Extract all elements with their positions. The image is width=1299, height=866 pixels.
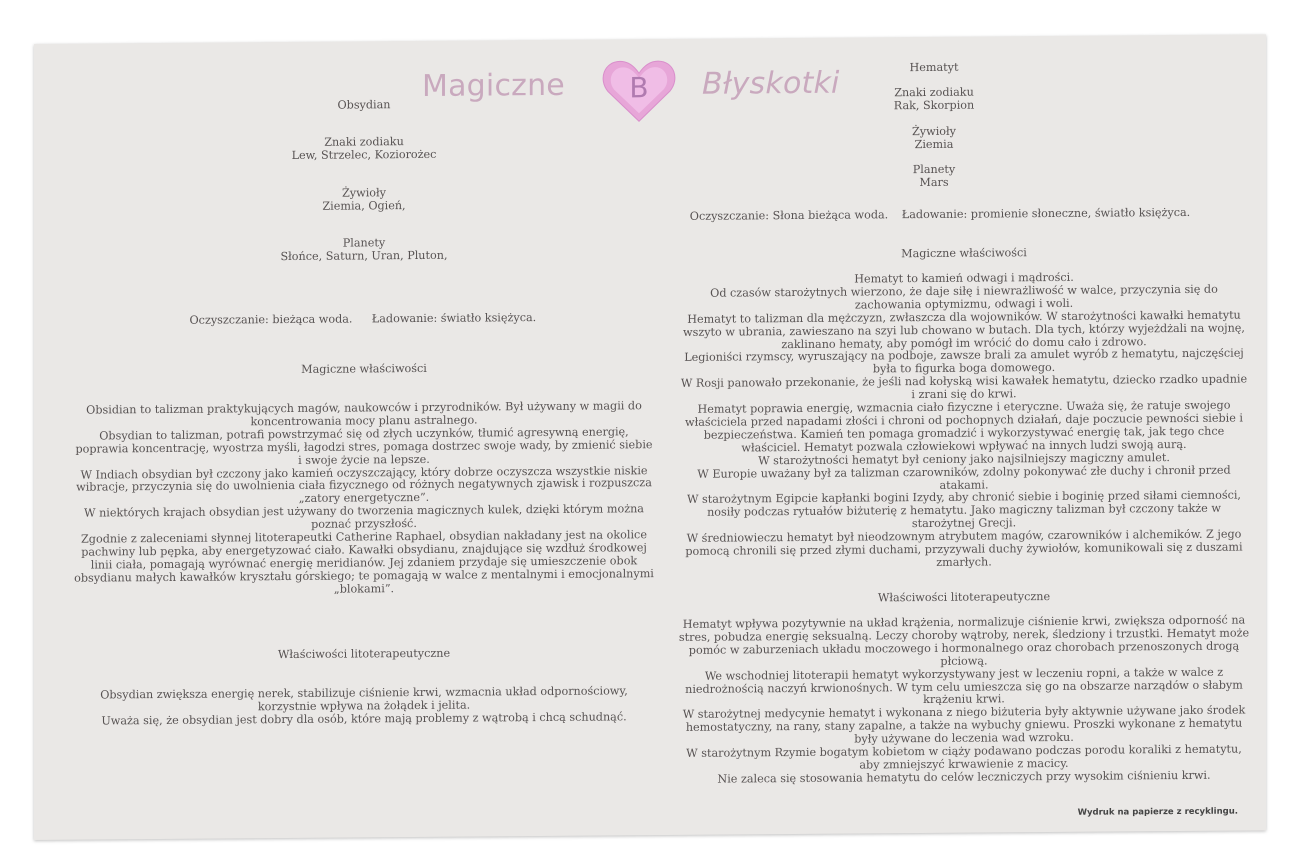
logo-word-left: Magiczne (422, 67, 565, 104)
obsydian-magic-title: Magiczne właściwości (301, 361, 427, 376)
obsydian-elements-title: Żywioły (342, 186, 386, 200)
obsydian-magic-text: Obsidian to talizman praktykujących magów, naukowców i przyrodników. Był używany w magii do koncentrowania mocy planu astralnego. Obsydian to talizman, potrafi powstrzymać się od złych uczynków, tłumić agresywną energię, poprawia koncentrację, wyostrza myśli, łagodzi stres, pomaga dostrzec swoje wady, by zmienić siebie i swoje życie na lepsze. W Indiach obsydian był czczony jako kamień oczyszczający, który dobrze oczyszcza wszystkie niskie wibracje, przyczynia się do uwolnienia ciała fizycznego od różnych negatywnych zjawisk i rozpuszcza „zatory energetyczne”. W niektórych krajach obsydian jest używany do tworzenia magicznych kulek, dzięki którym można poznać przyszłość. Zgodnie z zaleceniami słynnej litoterapeutki Catherine Raphael, obsydian nakładany jest na okolice pachwiny lub pępka, aby energetyzować ciało. Kawałki obsydianu, znajdujące się wzdłuż środkowej linii ciała, pomagają wyrównać energię meridianów. Jej zdaniem przydaje się umieszczenie obok obsydianu małych kawałków kryształu górskiego; te pomagają w walce z mentalnymi i emocjonalnymi „blokami”. (74, 399, 654, 596)
recycled-paper-note: Wydruk na papierze z recyklingu. (1077, 806, 1238, 818)
obsydian-zodiac-title: Znaki zodiaku (324, 135, 404, 149)
logo-word-right: Błyskotki (702, 65, 840, 102)
hematyt-charging: Ładowanie: promienie słoneczne, światło księżyca. (901, 205, 1191, 222)
obsydian-elements: Ziemia, Ogień, (322, 199, 406, 213)
obsydian-planets-title: Planety (342, 236, 386, 250)
hematyt-cleansing: Oczyszczanie: Słona bieżąca woda. (689, 208, 889, 223)
hematyt-zodiac-title: Znaki zodiaku (894, 85, 974, 100)
logo-letter: B (629, 71, 649, 105)
hematyt-elements-title: Żywioły (912, 124, 956, 139)
obsydian-title: Obsydian (337, 98, 391, 112)
obsydian-planets: Słońce, Saturn, Uran, Pluton, (280, 248, 448, 264)
hematyt-title: Hematyt (909, 60, 959, 75)
hematyt-litho-title: Właściwości litoterapeutyczne (877, 590, 1051, 605)
hematyt-magic-text: Hematyt to kamień odwagi i mądrości. Od czasów starożytnych wierzono, że daje siłę i niewrażliwość w walce, przyczynia się do zachowania optymizmu, odwagi i woli. Hematyt to talizman dla mężczyzn, zwłaszcza dla wojowników. W starożytności kawałki hematytu wszyto w ubrania, zawieszano na szyi lub chowano w butach. Dla tych, którzy wyjeżdżali na wojnę, zaklinano hematy, aby pomógł im wrócić do domu cało i zdrowo. Legioniści rzymscy, wyruszający na podboje, zawsze brali za amulet wyrób z hematytu, najczęściej była to figurka boga domowego. W Rosji panowało przekonanie, że jeśli nad kołyską wisi kawałek hematytu, dziecko rzadko upadnie i zrani się do krwi. Hematyt poprawia energię, wzmacnia ciało fizyczne i eteryczne. Uważa się, że ratuje swojego właściciela przed napadami złości i chroni od pochopnych działań, daje poczucie pewności siebie i bezpieczeństwa. Kamień ten pomaga gromadzić i wykorzystywać energię tak, jak tego chce właściciel. Hematyt pozwala człowiekowi wpływać na innych ludzi swoją aurą. W starożytności hematyt był ceniony jako najsilniejszy magiczny amulet. W Europie uważany był za talizman czarowników, zdolny pokonywać złe duchy i chronił przed atakami. W starożytnym Egipcie kapłanki bogini Izydy, aby chronić siebie i boginię przed siłami ciemności, nosiły podczas rytuałów biżuterię z hematytu. Jako magiczny talizman był czczony także w starożytnej Grecji. W średniowieczu hematyt był nieodzownym atrybutem magów, czarowników i alchemików. Z jego pomocą chronili się przed złymi duchami, przyzywali duchy żywiołów, komunikowali się z duszami zmarłych. (680, 270, 1248, 569)
hematyt-zodiac: Rak, Skorpion (893, 98, 975, 113)
hematyt-planets-title: Planety (912, 162, 956, 177)
hematyt-elements: Ziemia (914, 137, 954, 152)
obsydian-zodiac: Lew, Strzelec, Koziorożec (291, 147, 437, 162)
obsydian-cleansing: Oczyszczanie: bieżąca woda. (189, 312, 353, 327)
obsydian-charging: Ładowanie: światło księżyca. (371, 311, 537, 326)
printed-sheet (34, 34, 1266, 840)
obsydian-litho-title: Właściwości litoterapeutyczne (277, 646, 451, 662)
obsydian-litho-text: Obsydian zwiększa energię nerek, stabilizuje ciśnienie krwi, wzmacnia układ odpornościowy, korzystnie wpływa na żołądek i jelita. Uważa się, że obsydian jest dobry dla osób, które mają problemy z wątrobą i chcą schudnąć. (100, 684, 628, 728)
hematyt-magic-title: Magiczne właściwości (901, 246, 1027, 261)
hematyt-planets: Mars (919, 175, 949, 190)
hematyt-litho-text: Hematyt wpływa pozytywnie na układ krążenia, normalizuje ciśnienie krwi, zwiększa odporność na stres, pobudza energię seksualną. Leczy choroby wątroby, nerek, śledziony i trzustki. Hematyt może pomóc w zaburzeniach układu moczowego i hormonalnego oraz chorobach przenoszonych drogą płciową. We wschodniej litoterapii hematyt wykorzystywany jest w leczeniu ropni, a także w walce z niedrożnością naczyń krwionośnych. W tym celu umieszcza się go na obszarze narządów o słabym krążeniu krwi. W starożytnej medycynie hematyt i wykonana z niego biżuteria były aktywnie używane jako środek hemostatyczny, na rany, stany zapalne, a także na wybuchy gniewu. Proszki wykonane z hematytu były używane do leczenia wad wzroku. W starożytnym Rzymie bogatym kobietom w ciąży podawano podczas porodu koraliki z hematytu, aby zmniejszyć krwawienie z macicy. Nie zaleca się stosowania hematytu do celów leczniczych przy wysokim ciśnieniu krwi. (678, 613, 1250, 786)
